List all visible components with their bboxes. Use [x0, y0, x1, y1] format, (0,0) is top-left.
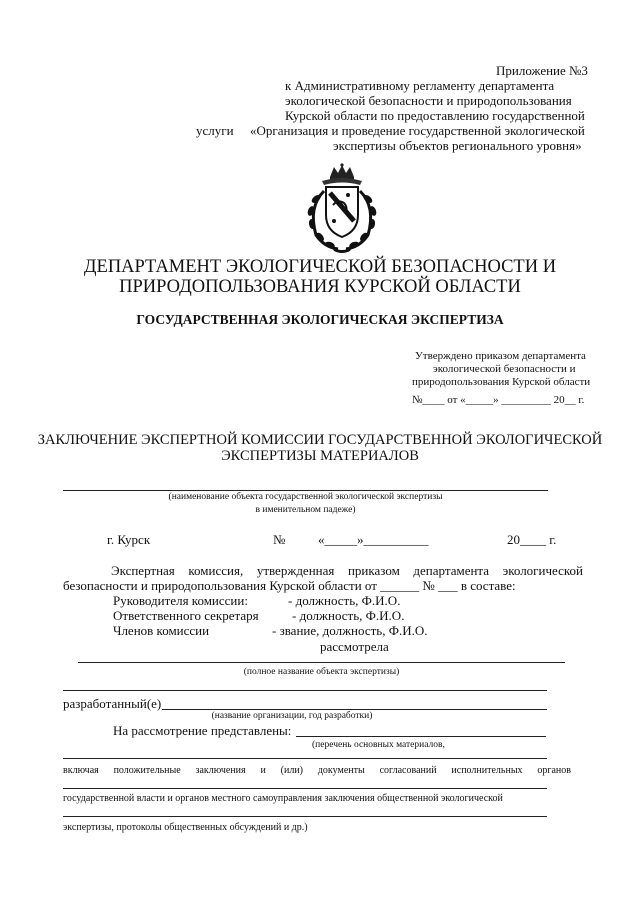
approval-line-4: №____ от «_____» _________ 20__ г. [412, 394, 585, 406]
submitted-label: На рассмотрение представлены: [113, 723, 292, 738]
commission-members-label: Членов комиссии [113, 623, 210, 638]
commission-head-label: Руководителя комиссии: [113, 593, 248, 608]
submitted-field-3[interactable] [63, 788, 547, 789]
commission-reviewed: рассмотрела [320, 639, 389, 654]
city: г. Курск [107, 532, 151, 547]
submitted-field-4[interactable] [63, 816, 547, 817]
appendix-line-1: к Административному регламенту департамента [285, 78, 555, 93]
appendix-title: Приложение №3 [496, 63, 588, 78]
conclusion-title-line-2: ЭКСПЕРТИЗЫ МАТЕРИАЛОВ [221, 448, 419, 464]
commission-members-value: - звание, должность, Ф.И.О. [272, 623, 428, 638]
appendix-line-5: экспертизы объектов регионального уровня» [333, 138, 582, 153]
appendix-line-4-prefix: услуги [196, 123, 234, 138]
expertise-object-field-2[interactable] [63, 690, 547, 691]
number-sign: № [273, 532, 286, 547]
submitted-caption: (перечень основных материалов, [312, 740, 445, 750]
expertise-object-caption: (полное название объекта экспертизы) [243, 667, 400, 677]
appendix-line-4: «Организация и проведение государственной экологической [250, 123, 585, 138]
commission-secretary-label: Ответственного секретаря [113, 608, 259, 623]
developer-caption: (название организации, год разработки) [211, 711, 373, 721]
commission-head-value: - должность, Ф.И.О. [288, 593, 401, 608]
submitted-line-1: включая положительные заключения и (или) документы согласований исполнительных органов [63, 765, 571, 776]
developer-label: разработанный(е) [63, 696, 162, 711]
commission-text-line-1: Экспертная комиссия, утвержденная приказом департамента экологической [111, 563, 583, 578]
page-subtitle: ГОСУДАРСТВЕННАЯ ЭКОЛОГИЧЕСКАЯ ЭКСПЕРТИЗА [136, 312, 504, 327]
conclusion-title-line-1: ЗАКЛЮЧЕНИЕ ЭКСПЕРТНОЙ КОМИССИИ ГОСУДАРСТВЕННОЙ ЭКОЛОГИЧЕСКОЙ [37, 432, 603, 448]
date-field[interactable]: «_____»__________ [318, 532, 429, 547]
expertise-object-field[interactable] [78, 662, 565, 663]
coat-of-arms-icon [300, 163, 384, 255]
developer-field[interactable] [162, 709, 547, 710]
submitted-line-2: государственной власти и органов местного самоуправления заключения общественной экологической [63, 793, 503, 804]
year-field[interactable]: 20____ г. [507, 532, 557, 547]
object-name-caption-1: (наименование объекта государственной экологической экспертизы [168, 492, 443, 502]
appendix-line-2: экологической безопасности и природопользования [285, 93, 572, 108]
submitted-field-2[interactable] [63, 758, 547, 759]
commission-secretary-value: - должность, Ф.И.О. [292, 608, 405, 623]
appendix-line-3: Курской области по предоставлению государственной [285, 108, 585, 123]
approval-line-2: экологической безопасности и [433, 363, 576, 375]
object-name-caption-2: в именительном падеже) [255, 505, 356, 515]
commission-text-line-2: безопасности и природопользования Курской области от ______ № ___ в составе: [63, 578, 516, 593]
department-title-line-1: ДЕПАРТАМЕНТ ЭКОЛОГИЧЕСКОЙ БЕЗОПАСНОСТИ И [83, 257, 557, 277]
department-title-line-2: ПРИРОДОПОЛЬЗОВАНИЯ КУРСКОЙ ОБЛАСТИ [119, 277, 521, 297]
submitted-line-3: экспертизы, протоколы общественных обсуждений и др.) [63, 822, 308, 833]
approval-line-3: природопользования Курской области [412, 376, 591, 388]
submitted-field[interactable] [296, 736, 546, 737]
approval-line-1: Утверждено приказом департамента [415, 350, 586, 362]
object-name-field[interactable] [63, 490, 548, 491]
